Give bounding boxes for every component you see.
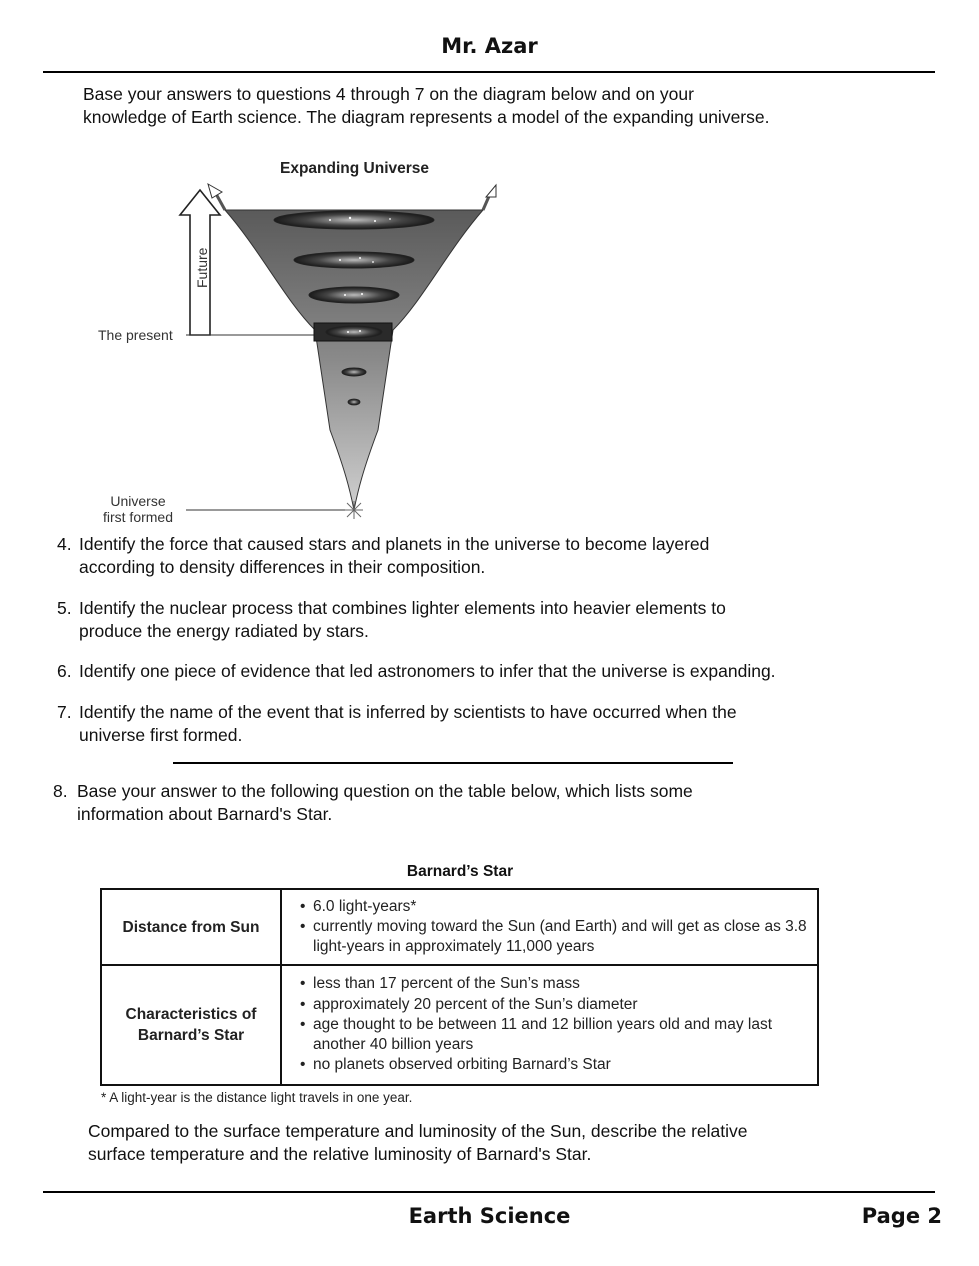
section-divider: [173, 762, 733, 764]
question-number: 6.: [57, 661, 72, 681]
final-question-line-1: Compared to the surface temperature and luminosity of the Sun, describe the relative: [88, 1121, 748, 1141]
bullet-item: • 6.0 light-years*: [300, 897, 807, 917]
universe-layer-disk: [342, 368, 366, 376]
question-4: [57, 533, 957, 579]
origin-label-line-2: first formed: [102, 509, 173, 525]
row-header: [101, 889, 281, 965]
row-content: [281, 889, 818, 965]
future-label: Future: [194, 247, 210, 288]
universe-layer-disk: [274, 211, 434, 229]
question-7: [57, 701, 957, 747]
table-row: [101, 889, 818, 965]
row-header-line: Characteristics of: [125, 1006, 257, 1023]
universe-layer-disk: [309, 287, 399, 303]
origin-label-line-1: Universe: [110, 493, 166, 509]
question-line-1: Identify one piece of evidence that led astronomers to infer that the universe is expanding.: [79, 661, 776, 681]
intro-paragraph: [83, 83, 943, 129]
question-number: 7.: [57, 702, 72, 722]
question-number: 4.: [57, 534, 72, 554]
bullet-item: • less than 17 percent of the Sun’s mass: [300, 974, 807, 994]
question-line-1: Base your answer to the following question on the table below, which lists some: [77, 781, 693, 801]
question-line-2: information about Barnard's Star.: [77, 804, 333, 824]
question-6: [57, 660, 957, 683]
question-8: [53, 780, 953, 826]
present-label: The present: [98, 327, 173, 343]
question-line-2: according to density differences in their composition.: [79, 557, 486, 577]
question-line-1: Identify the force that caused stars and planets in the universe to become layered: [79, 534, 710, 554]
footer-page-number: Page 2: [861, 1204, 942, 1228]
bullet-item: • no planets observed orbiting Barnard’s Star: [300, 1055, 807, 1075]
question-5: [57, 597, 957, 643]
universe-layer-disk: [294, 252, 414, 268]
intro-line-2: knowledge of Earth science. The diagram represents a model of the expanding universe.: [83, 107, 770, 127]
header-divider: [43, 71, 935, 73]
final-question: [88, 1120, 948, 1166]
origin-label: [96, 493, 180, 525]
table-row: [101, 965, 818, 1085]
diagram-title: Expanding Universe: [280, 160, 430, 177]
row-content: [281, 965, 818, 1085]
question-number: 5.: [57, 598, 72, 618]
intro-line-1: Base your answers to questions 4 through 7 on the diagram below and on your: [83, 84, 694, 104]
final-question-line-2: surface temperature and the relative luminosity of Barnard's Star.: [88, 1144, 592, 1164]
question-line-1: Identify the nuclear process that combines lighter elements into heavier elements to: [79, 598, 726, 618]
table-title: Barnard’s Star: [406, 863, 514, 880]
expansion-arrow-left-icon: [208, 184, 222, 198]
page-header-title: Mr. Azar: [441, 34, 538, 58]
bullet-item: • currently moving toward the Sun (and Earth) and will get as close as 3.8 light-years in approximately 11,000 years: [300, 917, 807, 958]
footer-divider: [43, 1191, 935, 1193]
footer-subject: Earth Science: [408, 1204, 571, 1228]
question-line-2: universe first formed.: [79, 725, 243, 745]
bullet-item: • approximately 20 percent of the Sun’s diameter: [300, 995, 807, 1015]
row-header-line: Distance from Sun: [122, 918, 260, 936]
row-header: [101, 965, 281, 1085]
table-footnote: * A light-year is the distance light travels in one year.: [101, 1090, 413, 1105]
barnards-star-table: [100, 888, 819, 1086]
universe-layer-disk: [348, 399, 360, 405]
question-number: 8.: [53, 781, 68, 801]
question-line-1: Identify the name of the event that is inferred by scientists to have occurred when the: [79, 702, 737, 722]
universe-layer-disk: [326, 326, 382, 338]
expanding-universe-diagram: [90, 180, 520, 525]
question-line-2: produce the energy radiated by stars.: [79, 621, 369, 641]
expansion-arrow-right-icon: [486, 185, 496, 197]
big-bang-star-icon: [345, 501, 363, 519]
row-header-line: Barnard’s Star: [137, 1027, 245, 1044]
bullet-item: • age thought to be between 11 and 12 billion years old and may last another 40 billion years: [300, 1015, 807, 1056]
